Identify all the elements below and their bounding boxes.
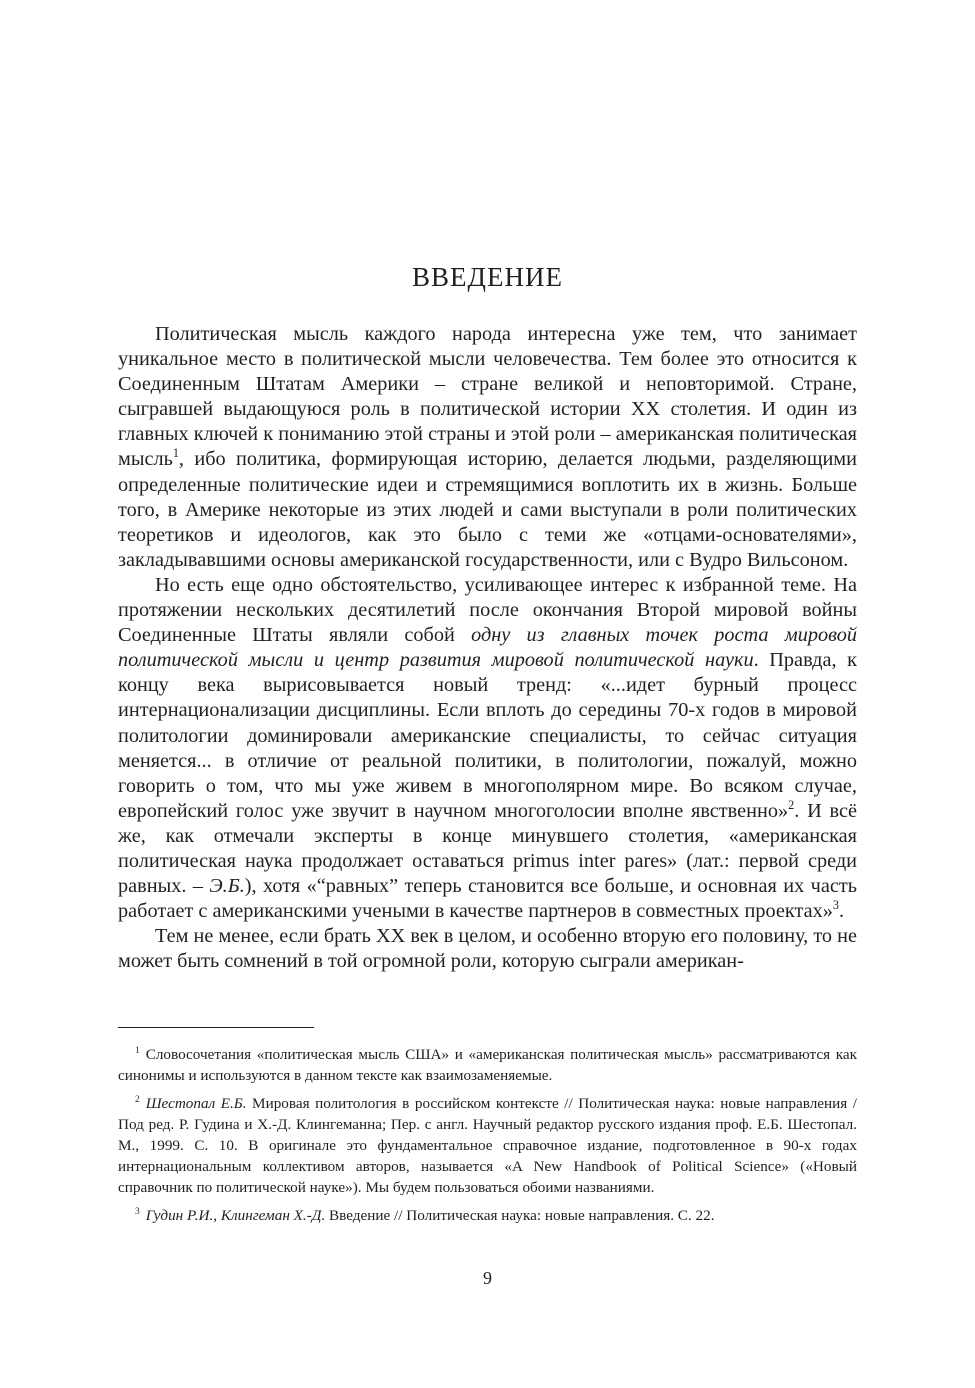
- paragraph-2-emphasis: одну из главных точек роста мировой политической мысли и центр развития мировой политической науки: [118, 624, 857, 672]
- paragraph-1: [118, 322, 857, 573]
- footnote-2: [118, 1093, 857, 1198]
- paragraph-2-part-c: . И всё же, как отмечали эксперты в конце минувшего столетия, «американская политическая наука продолжает оставаться primus inter pares» (лат.: первой среди равных. –: [118, 799, 857, 898]
- main-text: [118, 322, 857, 974]
- paragraph-3: [118, 924, 857, 974]
- footnote-3: [118, 1205, 857, 1226]
- paragraph-3-text: Тем не менее, если брать XX век в целом, и особенно вторую его половину, то не может быть сомнений в той огромной роли, которую сыграли американ-: [118, 925, 857, 973]
- paragraph-2-part-b: . Правда, к концу века вырисовывается новый тренд: «...идет бурный процесс интернационализации дисциплины. Если вплоть до середины 70-х годов в мировой политологии доминировали американские специалисты, то сейчас ситуация меняется... в отличие от реальной политики, в политологии, пожалуй, можно говорить о том, что мы уже живем в многополярном мире. Во всяком случае, европейский голос уже звучит в научном многоголосии вполне явственно»: [118, 649, 857, 822]
- footnote-1: [118, 1044, 857, 1086]
- paragraph-2-part-a: Но есть еще одно обстоятельство, усиливающее интерес к избранной теме. На протяжении нескольких десятилетий после окончания Второй мировой войны Соединенные Штаты являли собой: [118, 573, 857, 647]
- footnote-2-number: 2: [135, 1094, 140, 1105]
- page-number: 9: [483, 1268, 492, 1288]
- footnote-2-author: Шестопал Е.Б.: [145, 1095, 247, 1112]
- footnote-1-number: 1: [135, 1045, 140, 1056]
- footnote-2-text: Мировая политология в российском контексте // Политическая наука: новые направления / Под ред. Р. Гудина и Х.-Д. Клингеманна; Пер. с англ. Научный редактор русского издания проф. Е.Б. Шестопал. М., 1999. С. 10. В оригинале это фундаментальное справочное издание, подготовленное в 90-х годах интернациональным коллективом авторов, называется «A New Handbook of Political Science» («Новый справочник по политической науке»). Мы будем пользоваться обоими названиями.: [118, 1095, 857, 1196]
- paragraph-2-part-e: .: [838, 900, 845, 923]
- paragraph-1-part-a: Политическая мысль каждого народа интересна уже тем, что занимает уникальное место в политической мысли человечества. Тем более это относится к Соединенным Штатам Америки – стране великой и неповторимой. Стране, сыгравшей выдающуюся роль в политической истории XX столетия. И один из главных ключей к пониманию этой страны и этой роли – американская политическая мысль: [118, 323, 857, 471]
- footnote-3-author: Гудин Р.И., Клингеман Х.-Д.: [145, 1207, 326, 1224]
- footnote-3-number: 3: [135, 1206, 140, 1217]
- paragraph-2: [118, 573, 857, 924]
- paragraph-2-part-d: ), хотя «“равных” теперь становится все больше, и основная их часть работает с американскими учеными в качестве партнеров в совместных проектах»: [118, 875, 857, 923]
- footnote-ref-1[interactable]: 1: [172, 446, 179, 461]
- footnote-ref-2[interactable]: 2: [788, 798, 795, 813]
- paragraph-1-part-b: , ибо политика, формирующая историю, делается людьми, разделяющими определенные политические идеи и стремящимися воплотить их в жизнь. Больше того, в Америке некоторые из этих людей и сами выступали в роли политических теоретиков и идеологов, как это было с теми же «отцами-основателями», закладывавшими основы американской государственности, или с Вудро Вильсоном.: [118, 448, 857, 571]
- footnote-3-text: Введение // Политическая наука: новые направления. С. 22.: [325, 1207, 715, 1224]
- footnotes: [118, 1044, 857, 1233]
- footnote-separator: [118, 1027, 314, 1028]
- chapter-title: ВВЕДЕНИЕ: [412, 262, 563, 292]
- footnote-1-text: Словосочетания «политическая мысль США» и «американская политическая мысль» рассматриваются как синонимы и используются в данном тексте как взаимозаменяемые.: [118, 1046, 857, 1084]
- footnote-ref-3[interactable]: 3: [832, 898, 839, 913]
- paragraph-2-initials: Э.Б.: [209, 875, 245, 898]
